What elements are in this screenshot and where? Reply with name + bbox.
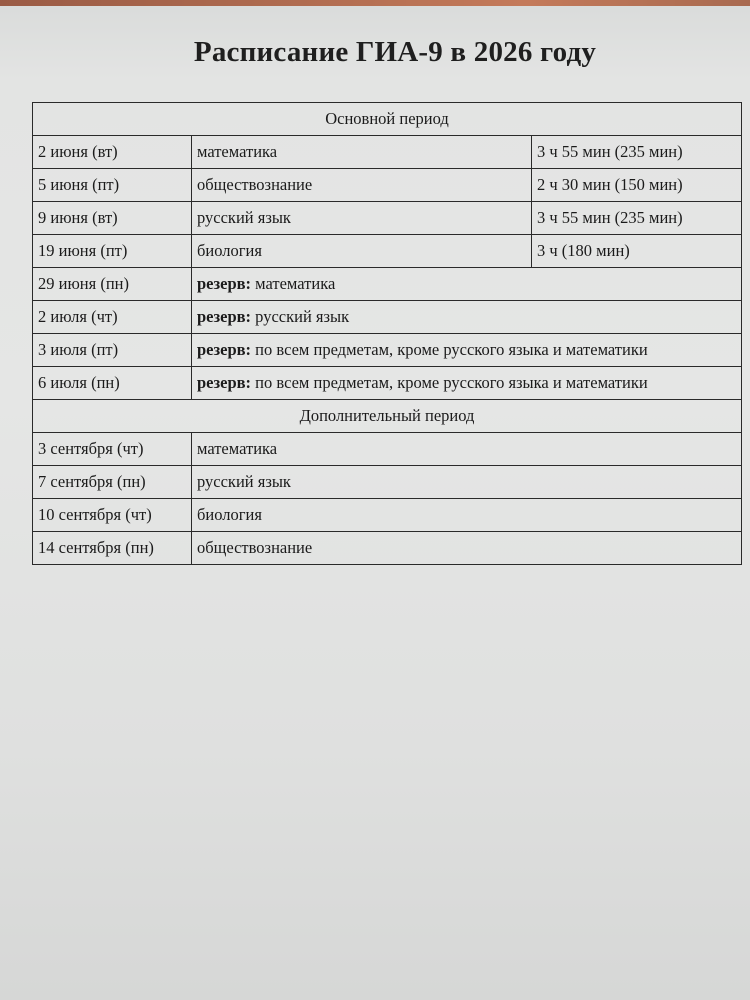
exam-subject: русский язык (192, 466, 742, 499)
main-period-header-row (33, 103, 742, 136)
exam-duration: 2 ч 30 мин (150 мин) (532, 169, 742, 202)
reserve-row (33, 334, 742, 367)
table-row (33, 433, 742, 466)
main-period-header: Основной период (33, 103, 742, 136)
table-row (33, 235, 742, 268)
reserve-cell (192, 268, 742, 301)
reserve-subject: математика (251, 274, 336, 293)
additional-period-header-row (33, 400, 742, 433)
exam-date: 19 июня (пт) (33, 235, 192, 268)
exam-date: 3 июля (пт) (33, 334, 192, 367)
exam-date: 7 сентября (пн) (33, 466, 192, 499)
reserve-cell (192, 301, 742, 334)
exam-subject: математика (192, 433, 742, 466)
reserve-label: резерв: (197, 274, 252, 293)
exam-subject: русский язык (192, 202, 532, 235)
table-row (33, 466, 742, 499)
exam-date: 9 июня (вт) (33, 202, 192, 235)
exam-duration: 3 ч 55 мин (235 мин) (532, 202, 742, 235)
exam-subject: биология (192, 235, 532, 268)
exam-date: 5 июня (пт) (33, 169, 192, 202)
exam-subject: математика (192, 136, 532, 169)
exam-date: 10 сентября (чт) (33, 499, 192, 532)
exam-date: 2 июля (чт) (33, 301, 192, 334)
paper-sheet (0, 6, 750, 1000)
page-title: Расписание ГИА-9 в 2026 году (193, 36, 597, 68)
reserve-row (33, 301, 742, 334)
reserve-cell (192, 334, 742, 367)
table-row (33, 202, 742, 235)
reserve-label: резерв: (197, 373, 252, 392)
reserve-label: резерв: (197, 340, 252, 359)
table-row (33, 136, 742, 169)
reserve-row (33, 367, 742, 400)
table-row (33, 532, 742, 565)
exam-date: 3 сентября (чт) (33, 433, 192, 466)
exam-date: 14 сентября (пн) (33, 532, 192, 565)
reserve-subject: по всем предметам, кроме русского языка и математики (251, 373, 648, 392)
exam-subject: обществознание (192, 169, 532, 202)
exam-duration: 3 ч (180 мин) (532, 235, 742, 268)
exam-schedule-table (32, 102, 742, 565)
exam-duration: 3 ч 55 мин (235 мин) (532, 136, 742, 169)
reserve-label: резерв: (197, 307, 252, 326)
reserve-subject: русский язык (251, 307, 350, 326)
exam-date: 2 июня (вт) (33, 136, 192, 169)
exam-subject: обществознание (192, 532, 742, 565)
reserve-cell (192, 367, 742, 400)
table-row (33, 499, 742, 532)
exam-date: 29 июня (пн) (33, 268, 192, 301)
exam-subject: биология (192, 499, 742, 532)
exam-date: 6 июля (пн) (33, 367, 192, 400)
reserve-row (33, 268, 742, 301)
reserve-subject: по всем предметам, кроме русского языка и математики (251, 340, 648, 359)
table-row (33, 169, 742, 202)
additional-period-header: Дополнительный период (33, 400, 742, 433)
